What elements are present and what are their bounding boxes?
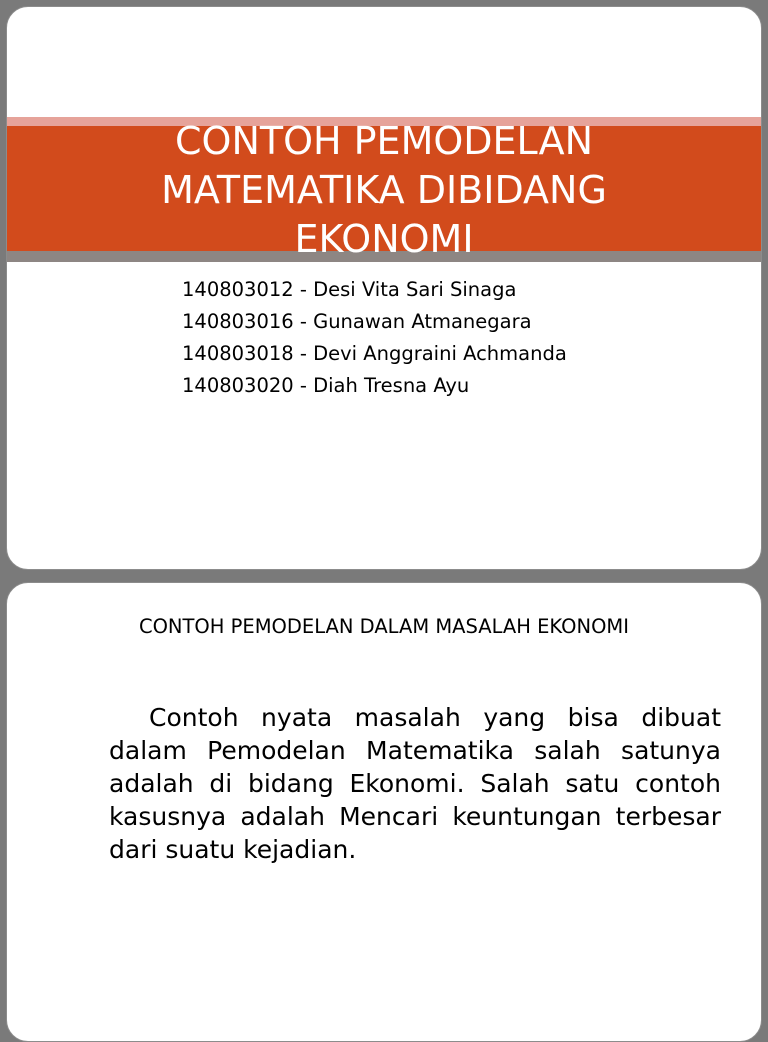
- slide-1: [6, 6, 762, 570]
- title-line: EKONOMI: [294, 217, 474, 261]
- slide-2-body: Contoh nyata masalah yang bisa dibuat dalam Pemodelan Matematika salah satunya adalah di bidang Ekonomi. Salah satu contoh kasusnya adalah Mencari keuntungan terbesar dari suatu kejadian.: [109, 703, 721, 864]
- member-list: [182, 277, 582, 405]
- slide-1-title: [7, 117, 761, 264]
- slide-2: [6, 582, 762, 1042]
- title-line: CONTOH PEMODELAN: [175, 119, 593, 163]
- member-item: 140803018 - Devi Anggraini Achmanda: [182, 342, 567, 365]
- slide-2-title: CONTOH PEMODELAN DALAM MASALAH EKONOMI: [138, 615, 630, 638]
- member-item: 140803016 - Gunawan Atmanegara: [182, 310, 532, 333]
- title-line: MATEMATIKA DIBIDANG: [161, 168, 607, 212]
- member-item: 140803012 - Desi Vita Sari Sinaga: [182, 278, 517, 301]
- member-item: 140803020 - Diah Tresna Ayu: [182, 374, 470, 397]
